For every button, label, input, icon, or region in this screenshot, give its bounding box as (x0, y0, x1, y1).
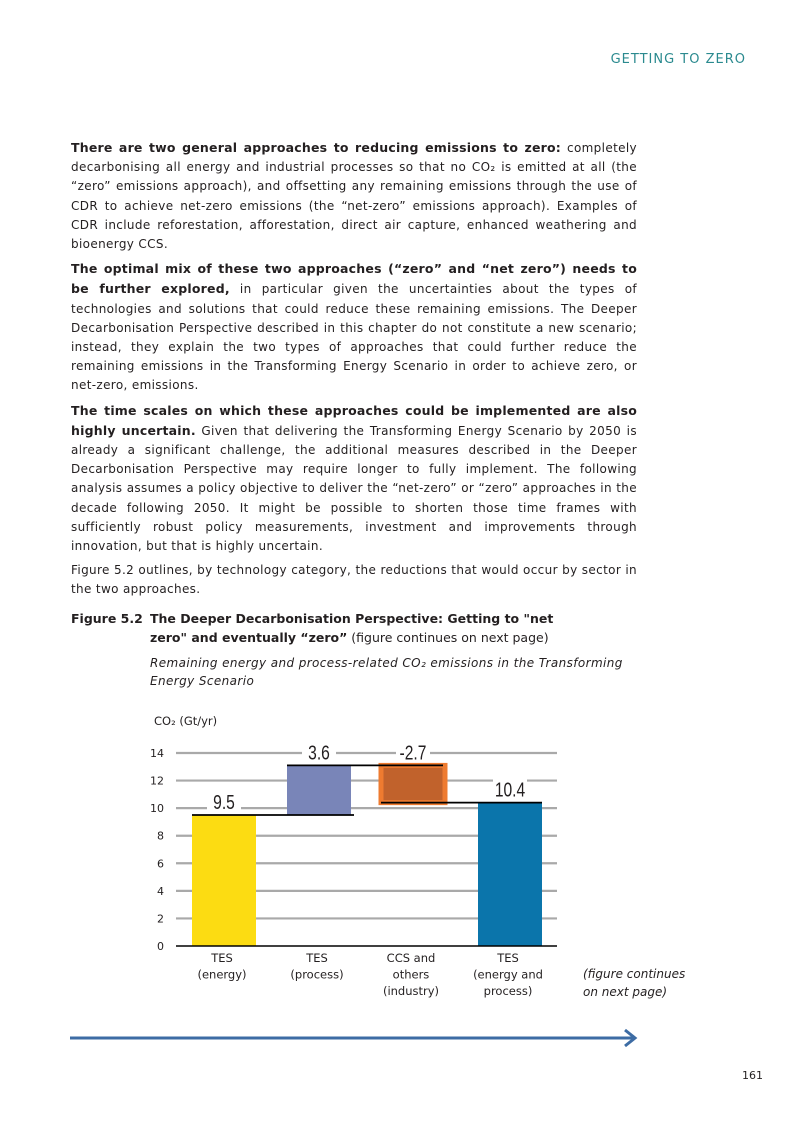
y-tick-label: 14 (150, 747, 164, 760)
figure-title-note: (figure continues on next page) (347, 630, 549, 645)
data-label: -2.7 (399, 741, 427, 764)
y-axis-title: CO₂ (Gt/yr) (154, 714, 218, 728)
figure-number: Figure 5.2 (71, 611, 143, 626)
y-tick-label: 10 (150, 802, 164, 816)
data-label: 9.5 (213, 791, 235, 814)
continue-arrow-icon (70, 1027, 642, 1049)
x-tick-label: (energy) (197, 967, 247, 982)
data-label: 10.4 (494, 778, 526, 802)
paragraph-2-text: in particular given the uncertainties about the types of technologies and solutions that could reduce these remaining emissions. The Deeper Decarbonisation Perspective described in this chapter do not constitute a new scenario; instead, they explain the two types of approaches that could further reduce the remaining emissions in the Transforming Energy Scenario in order to achieve zero, or net-zero, emissions. (71, 282, 637, 393)
paragraph-1-text: completely decarbonising all energy and industrial processes so that no CO₂ is emitted at all (the “zero” emissions approach), and offsetting any remaining emissions through the use of CDR to achieve net-zero emissions (the “net-zero” emissions approach). Examples of CDR include reforestation, afforestation, direct air capture, enhanced weathering and bioenergy CCS. (71, 141, 637, 252)
x-tick-label: TES (211, 951, 233, 965)
paragraph-3-lead: The time scales on which these approaches could be implemented are also highly uncertain. (71, 402, 637, 438)
bar (192, 815, 256, 946)
bar (287, 765, 351, 815)
x-tick-label: others (392, 967, 430, 982)
x-tick-label: (industry) (382, 984, 440, 998)
bar (381, 765, 445, 802)
x-tick-label: (process) (290, 967, 344, 982)
y-tick-label: 8 (157, 829, 164, 843)
y-tick-label: 2 (157, 912, 164, 926)
running-header: GETTING TO ZERO (610, 52, 746, 67)
figure-title-bold: The Deeper Decarbonisation Perspective: Getting to "net zero" and eventually “zero” (150, 611, 554, 645)
paragraph-4-text: Figure 5.2 outlines, by technology category, the reductions that would occur by sector in the two approaches. (71, 563, 637, 597)
paragraph-1-lead: There are two general approaches to reducing emissions to zero: (71, 140, 561, 155)
x-tick-label: (energy and (473, 967, 543, 982)
figure-continues-note: (figure continues on next page) (583, 967, 686, 999)
paragraph-3-text: Given that delivering the Transforming Energy Scenario by 2050 is already a significant challenge, the additional measures described in the Deeper Decarbonisation Perspective may require longer to fully implement. The following analysis assumes a policy objective to deliver the “net-zero” or “zero” approaches in the decade following 2050. It might be possible to shorten those time frames with sufficiently robust policy measurements, investment and improvements through innovation, but that is highly uncertain. (71, 423, 637, 554)
paragraph-2-lead: The optimal mix of these two approaches (“zero” and “net zero”) needs to be further explored, (71, 261, 637, 297)
y-tick-label: 6 (157, 857, 164, 871)
bar (478, 803, 542, 946)
y-tick-label: 12 (150, 774, 164, 788)
x-tick-label: CCS and (386, 951, 436, 965)
x-tick-label: TES (306, 951, 328, 965)
x-tick-label: process) (483, 984, 533, 998)
page-number: 161 (742, 1069, 763, 1082)
data-label: 3.6 (308, 741, 330, 764)
x-tick-label: TES (497, 951, 519, 965)
y-tick-label: 4 (157, 884, 164, 898)
figure-subtitle: Remaining energy and process-related CO₂ emissions in the Transforming Energy Scenario (150, 656, 623, 688)
y-tick-label: 0 (157, 940, 164, 953)
